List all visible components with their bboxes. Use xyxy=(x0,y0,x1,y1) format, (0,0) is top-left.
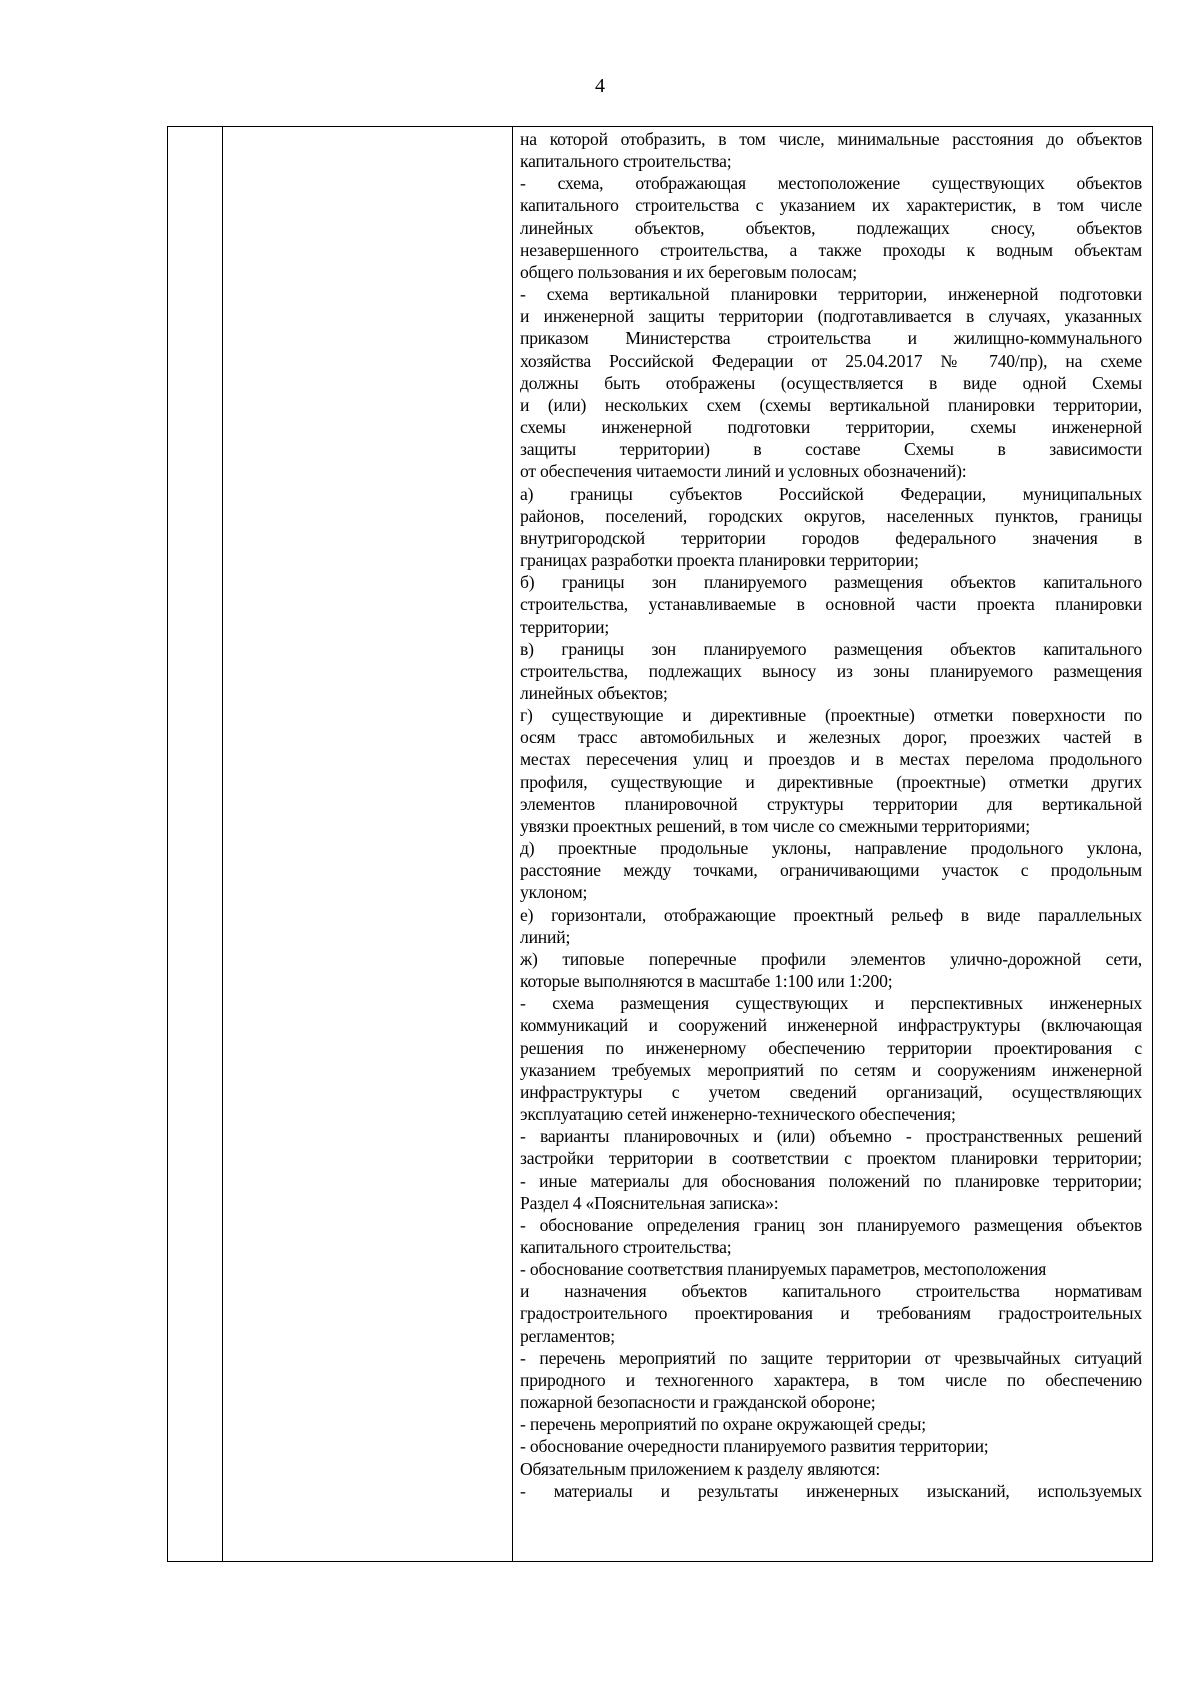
text-line: и (или) нескольких схем (схемы вертикальной планировки территории, xyxy=(520,394,1142,415)
text-line: Обязательным приложением к разделу являются: xyxy=(520,1458,881,1479)
text-line: границах разработки проекта планировки территории; xyxy=(520,550,919,571)
text-line: защиты территории) в составе Схемы в зависимости xyxy=(520,439,1142,460)
text-line: указанием требуемых мероприятий по сетям и сооружениям инженерной xyxy=(520,1059,1142,1080)
text-line: внутригородской территории городов федерального значения в xyxy=(520,527,1142,548)
text-line: - обоснование определения границ зон планируемого размещения объектов xyxy=(520,1214,1142,1235)
table-column-divider xyxy=(512,126,513,1562)
text-line: ж) типовые поперечные профили элементов улично-дорожной сети, xyxy=(520,948,1142,969)
text-line: должны быть отображены (осуществляется в виде одной Схемы xyxy=(520,372,1142,393)
text-line: градостроительного проектирования и требованиям градостроительных xyxy=(520,1303,1142,1324)
text-line: регламентов; xyxy=(520,1325,615,1346)
text-line: инфраструктуры с учетом сведений организаций, осуществляющих xyxy=(520,1081,1142,1102)
text-line: эксплуатацию сетей инженерно-технического обеспечения; xyxy=(520,1104,956,1125)
text-line: профиля, существующие и директивные (проектные) отметки других xyxy=(520,771,1142,792)
text-line: строительства, устанавливаемые в основной части проекта планировки xyxy=(520,594,1142,615)
text-line: которые выполняются в масштабе 1:100 или 1:200; xyxy=(520,971,893,992)
text-line: незавершенного строительства, а также проходы к водным объектам xyxy=(520,239,1142,260)
text-line: местах пересечения улиц и проездов и в местах перелома продольного xyxy=(520,749,1142,770)
text-line: увязки проектных решений, в том числе со смежными территориями; xyxy=(520,815,1030,836)
text-line: и инженерной защиты территории (подготавливается в случаях, указанных xyxy=(520,306,1142,327)
text-line: д) проектные продольные уклоны, направление продольного уклона, xyxy=(520,838,1142,859)
text-line: уклоном; xyxy=(520,882,588,903)
text-line: пожарной безопасности и гражданской обороне; xyxy=(520,1392,876,1413)
text-line: б) границы зон планируемого размещения объектов капитального xyxy=(520,572,1142,593)
text-line: Раздел 4 «Пояснительная записка»: xyxy=(520,1192,779,1213)
text-line: г) существующие и директивные (проектные) отметки поверхности по xyxy=(520,705,1142,726)
text-line: - обоснование очередности планируемого развития территории; xyxy=(520,1436,989,1457)
text-line: природного и техногенного характера, в том числе по обеспечению xyxy=(520,1369,1142,1390)
text-line: - схема вертикальной планировки территории, инженерной подготовки xyxy=(520,284,1142,305)
text-line: схемы инженерной подготовки территории, схемы инженерной xyxy=(520,417,1142,438)
text-line: - перечень мероприятий по защите территории от чрезвычайных ситуаций xyxy=(520,1347,1142,1368)
text-line: застройки территории в соответствии с проектом планировки территории; xyxy=(520,1148,1142,1169)
text-line: линейных объектов, объектов, подлежащих сносу, объектов xyxy=(520,217,1142,238)
text-line: осям трасс автомобильных и железных дорог, проезжих частей в xyxy=(520,727,1142,748)
text-line: и назначения объектов капитального строительства нормативам xyxy=(520,1281,1142,1302)
text-line: расстояние между точками, ограничивающими участок с продольным xyxy=(520,860,1142,881)
text-line: е) горизонтали, отображающие проектный рельеф в виде параллельных xyxy=(520,904,1142,925)
text-line: линий; xyxy=(520,926,571,947)
text-line: капитального строительства с указанием их характеристик, в том числе xyxy=(520,195,1142,216)
page-number: 4 xyxy=(595,75,605,97)
text-line: от обеспечения читаемости линий и условных обозначений): xyxy=(520,461,967,482)
text-line: - варианты планировочных и (или) объемно - пространственных решений xyxy=(520,1126,1142,1147)
text-line: решения по инженерному обеспечению территории проектирования с xyxy=(520,1037,1142,1058)
text-line: районов, поселений, городских округов, населенных пунктов, границы xyxy=(520,505,1142,526)
text-line: коммуникаций и сооружений инженерной инфраструктуры (включающая xyxy=(520,1015,1142,1036)
text-line: приказом Министерства строительства и жилищно-коммунального xyxy=(520,328,1142,349)
text-line: капитального строительства; xyxy=(520,1237,732,1257)
table-column-divider xyxy=(222,126,223,1562)
text-line: хозяйства Российской Федерации от 25.04.2017 № 740/пр), на схеме xyxy=(520,350,1142,371)
text-line: в) границы зон планируемого размещения объектов капитального xyxy=(520,638,1142,659)
text-line: - материалы и результаты инженерных изысканий, используемых xyxy=(520,1480,1142,1501)
text-line: - иные материалы для обоснования положений по планировке территории; xyxy=(520,1170,1142,1191)
text-line: - обоснование соответствия планируемых параметров, местоположения xyxy=(520,1259,1047,1280)
text-line: строительства, подлежащих выносу из зоны планируемого размещения xyxy=(520,660,1142,681)
text-line: на которой отобразить, в том числе, минимальные расстояния до объектов xyxy=(520,129,1142,149)
text-line: капитального строительства; xyxy=(520,151,732,172)
text-line: а) границы субъектов Российской Федерации, муниципальных xyxy=(520,483,1142,504)
text-line: территории; xyxy=(520,616,610,637)
text-line: - перечень мероприятий по охране окружающей среды; xyxy=(520,1414,926,1435)
text-line: линейных объектов; xyxy=(520,683,668,703)
text-line: - схема, отображающая местоположение существующих объектов xyxy=(520,173,1142,194)
text-line: элементов планировочной структуры территории для вертикальной xyxy=(520,793,1142,814)
text-line: - схема размещения существующих и перспективных инженерных xyxy=(520,993,1142,1014)
text-line: общего пользования и их береговым полосам; xyxy=(520,261,857,282)
